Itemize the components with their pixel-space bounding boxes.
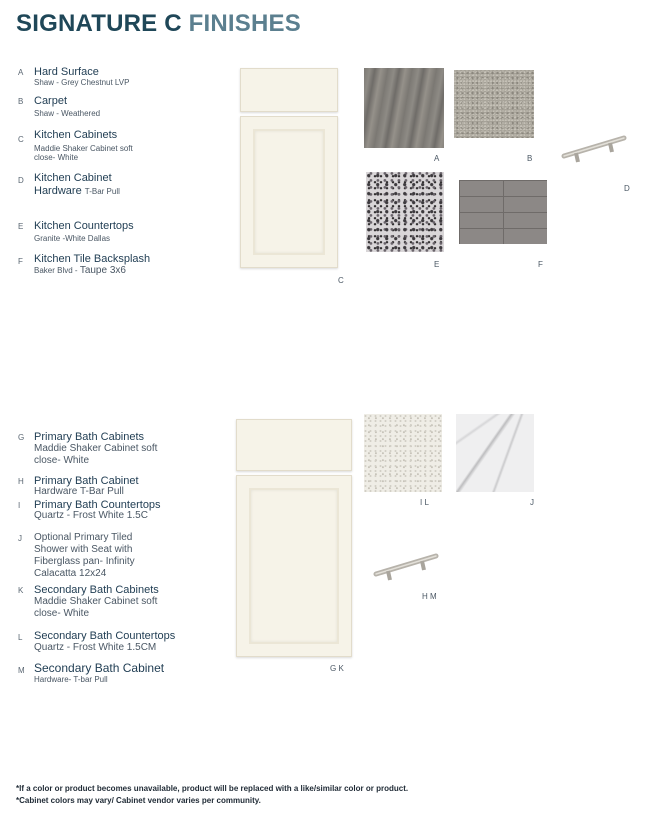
footnote-availability: *If a color or product becomes unavailable, product will be replaced with a like/similar color or product.: [16, 784, 409, 793]
item-desc: close- White: [34, 608, 90, 619]
swatch-label-c: C: [338, 276, 344, 285]
item-name: Kitchen Countertops: [34, 220, 134, 232]
item-desc: close- White: [34, 153, 79, 162]
item-name: Secondary Bath Cabinets: [34, 584, 159, 596]
item-desc: Granite -White Dallas: [34, 234, 111, 243]
item-name: Primary Bath Countertops: [34, 499, 161, 511]
item-desc: Maddie Shaker Cabinet soft: [34, 596, 158, 607]
item-letter: J: [18, 534, 22, 543]
swatch-label-b: B: [527, 154, 533, 163]
item-letter: F: [18, 257, 23, 266]
kitchen-t-bar-pull-image: [560, 132, 630, 166]
swatch-label-d: D: [624, 184, 630, 193]
item-letter: D: [18, 176, 24, 185]
item-letter: L: [18, 633, 23, 642]
item-letter: K: [18, 586, 24, 595]
item-desc: Fiberglass pan- Infinity: [34, 556, 135, 567]
title-part-finishes: FINISHES: [188, 10, 301, 37]
item-name: Secondary Bath Cabinet: [34, 661, 165, 675]
item-name-part: Hardware: [34, 185, 82, 197]
bath-cabinet-drawer-image: [236, 419, 352, 471]
swatch-label-f: F: [538, 260, 543, 269]
item-desc: Shaw - Weathered: [34, 109, 101, 118]
item-desc: Maddie Shaker Cabinet soft: [34, 443, 158, 454]
item-desc: Calacatta 12x24: [34, 568, 107, 579]
item-desc: close- White: [34, 455, 90, 466]
swatch-label-h-m: H M: [422, 592, 437, 601]
swatch-label-j: J: [530, 498, 534, 507]
swatch-quartz-image: [364, 414, 442, 492]
item-name-line2: [34, 185, 120, 198]
bath-t-bar-pull-image: [372, 550, 442, 584]
swatch-lvp-image: [364, 68, 444, 148]
item-letter: B: [18, 97, 24, 106]
item-letter: M: [18, 666, 25, 675]
item-desc: [34, 266, 126, 276]
item-letter: E: [18, 222, 24, 231]
item-desc-part: Baker Blvd -: [34, 266, 78, 275]
page-title: [16, 10, 301, 38]
item-letter: H: [18, 477, 24, 486]
item-name: Primary Bath Cabinets: [34, 431, 145, 443]
swatch-carpet-image: [454, 70, 534, 138]
item-desc: Quartz - Frost White 1.5C: [34, 510, 148, 521]
item-name: Carpet: [34, 95, 68, 107]
swatch-marble-image: [456, 414, 534, 492]
item-name: Kitchen Tile Backsplash: [34, 253, 151, 265]
item-desc: Shower with Seat with: [34, 544, 133, 555]
item-name: Optional Primary Tiled: [34, 532, 133, 543]
item-desc-part: Taupe 3x6: [79, 265, 126, 276]
item-name: Kitchen Cabinet: [34, 172, 112, 184]
item-desc: Hardware- T-bar Pull: [34, 675, 108, 684]
item-name: Kitchen Cabinets: [34, 129, 118, 141]
swatch-label-a: A: [434, 154, 440, 163]
kitchen-cabinet-door-image: [240, 116, 338, 268]
swatch-label-e: E: [434, 260, 440, 269]
kitchen-cabinet-drawer-image: [240, 68, 338, 112]
item-desc: Hardware T-Bar Pull: [34, 486, 124, 497]
footnote-cabinet-colors: *Cabinet colors may vary/ Cabinet vendor varies per community.: [16, 796, 261, 805]
swatch-granite-image: [366, 172, 444, 252]
swatch-label-i-l: I L: [420, 498, 429, 507]
item-desc: Quartz - Frost White 1.5CM: [34, 642, 157, 653]
item-name: Secondary Bath Countertops: [34, 630, 176, 642]
item-desc: Shaw - Grey Chestnut LVP: [34, 78, 130, 87]
item-desc: Maddie Shaker Cabinet soft: [34, 144, 133, 153]
item-name: Primary Bath Cabinet: [34, 475, 139, 487]
item-desc: T-Bar Pull: [84, 187, 120, 196]
item-letter: A: [18, 68, 24, 77]
item-letter: G: [18, 433, 25, 442]
title-part-signature: SIGNATURE C: [16, 10, 182, 37]
swatch-tile-image: [459, 180, 547, 244]
swatch-label-g-k: G K: [330, 664, 344, 673]
item-name: Hard Surface: [34, 66, 99, 78]
bath-cabinet-door-image: [236, 475, 352, 657]
item-letter: I: [18, 501, 21, 510]
item-letter: C: [18, 135, 24, 144]
